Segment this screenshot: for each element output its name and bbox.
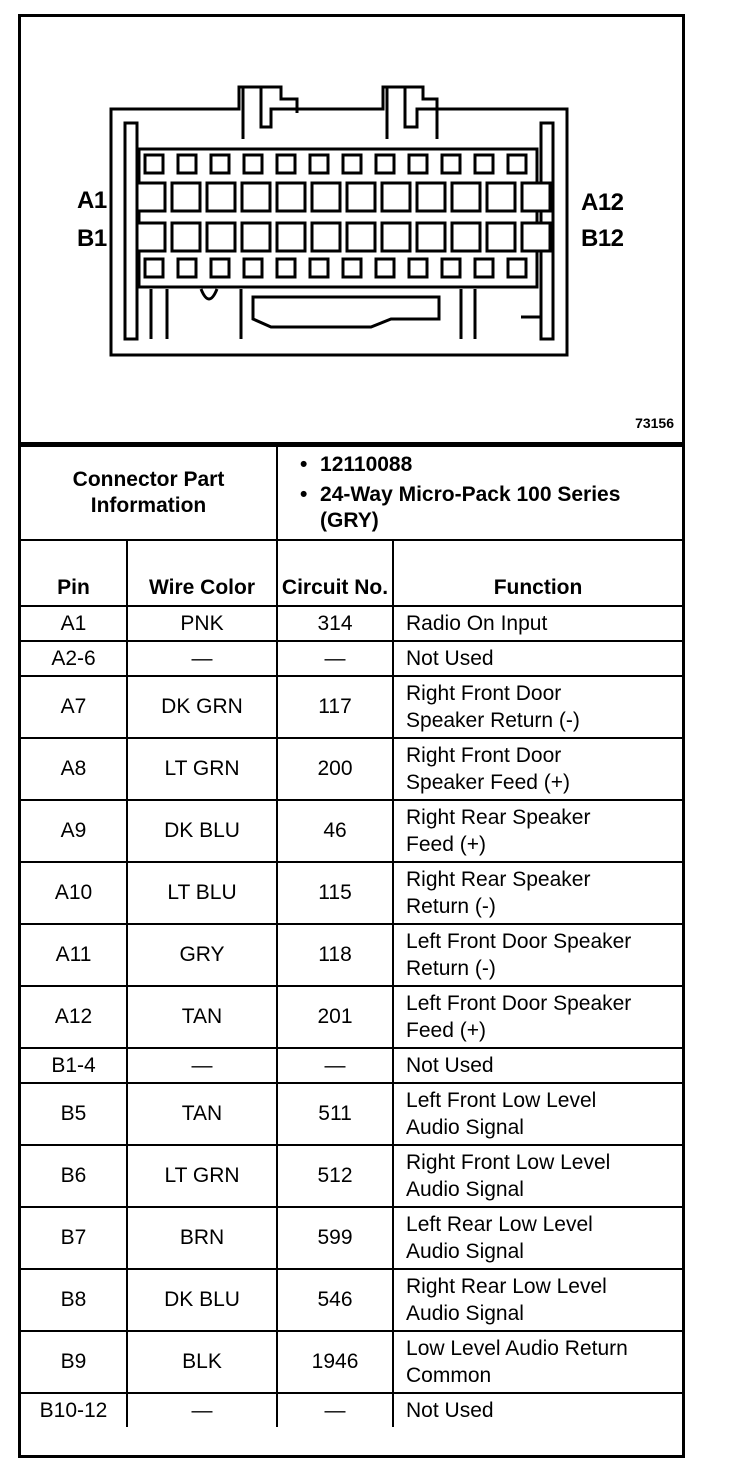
table-row xyxy=(21,738,682,800)
document-frame xyxy=(18,14,685,1458)
table-row xyxy=(21,1393,682,1427)
wire-color-cell: — xyxy=(127,1393,277,1427)
wire-color-cell: DK BLU xyxy=(127,800,277,862)
pin-cell: A11 xyxy=(21,924,127,986)
function-cell: Low Level Audio Return Common xyxy=(393,1331,682,1393)
wire-color-cell: BRN xyxy=(127,1207,277,1269)
circuit-number-cell: — xyxy=(277,1393,393,1427)
table-row xyxy=(21,924,682,986)
table-row xyxy=(21,1083,682,1145)
function-cell: Right Rear Speaker Return (-) xyxy=(393,862,682,924)
circuit-number-cell: — xyxy=(277,1048,393,1083)
function-cell: Left Rear Low Level Audio Signal xyxy=(393,1207,682,1269)
pin-cell: B10-12 xyxy=(21,1393,127,1427)
circuit-number-cell: 546 xyxy=(277,1269,393,1331)
function-cell: Left Front Low Level Audio Signal xyxy=(393,1083,682,1145)
connector-diagram xyxy=(21,17,682,445)
pin-label-b12: B12 xyxy=(581,225,624,252)
connector-part-number: • 12110088 xyxy=(320,452,682,478)
function-cell: Right Front Door Speaker Return (-) xyxy=(393,676,682,738)
function-cell: Left Front Door Speaker Feed (+) xyxy=(393,986,682,1048)
pin-cell: B6 xyxy=(21,1145,127,1207)
wire-color-cell: TAN xyxy=(127,1083,277,1145)
wire-color-cell: — xyxy=(127,1048,277,1083)
function-cell: Not Used xyxy=(393,1048,682,1083)
pin-cell: A8 xyxy=(21,738,127,800)
circuit-number-cell: 599 xyxy=(277,1207,393,1269)
pin-label-b1: B1 xyxy=(77,225,107,252)
circuit-number-cell: 201 xyxy=(277,986,393,1048)
connector-info-row xyxy=(21,446,682,540)
circuit-number-cell: 46 xyxy=(277,800,393,862)
table-row xyxy=(21,1331,682,1393)
table-row xyxy=(21,800,682,862)
connector-pinout-table xyxy=(21,445,682,1427)
header-wire-color: Wire Color xyxy=(127,540,277,606)
wire-color-cell: DK GRN xyxy=(127,676,277,738)
table-row xyxy=(21,1207,682,1269)
table-row xyxy=(21,862,682,924)
pin-rows xyxy=(21,606,682,1427)
header-function: Function xyxy=(393,540,682,606)
function-cell: Not Used xyxy=(393,641,682,676)
pin-label-a12: A12 xyxy=(581,189,624,216)
wire-color-cell: — xyxy=(127,641,277,676)
wire-color-cell: TAN xyxy=(127,986,277,1048)
circuit-number-cell: 200 xyxy=(277,738,393,800)
table-row xyxy=(21,1269,682,1331)
pin-label-a1: A1 xyxy=(77,187,107,214)
pin-cell: A1 xyxy=(21,606,127,641)
pin-cell: B7 xyxy=(21,1207,127,1269)
table-row xyxy=(21,676,682,738)
connector-info-details xyxy=(277,446,682,540)
header-pin: Pin xyxy=(21,540,127,606)
pin-cell: B8 xyxy=(21,1269,127,1331)
table-row xyxy=(21,986,682,1048)
table-row xyxy=(21,1048,682,1083)
connector-description: • 24-Way Micro-Pack 100 Series (GRY) xyxy=(320,482,682,534)
table-row xyxy=(21,641,682,676)
circuit-number-cell: 511 xyxy=(277,1083,393,1145)
pin-cell: A12 xyxy=(21,986,127,1048)
wire-color-cell: LT BLU xyxy=(127,862,277,924)
wire-color-cell: LT GRN xyxy=(127,738,277,800)
table-header-row xyxy=(21,540,682,606)
wire-color-cell: DK BLU xyxy=(127,1269,277,1331)
pin-cell: B1-4 xyxy=(21,1048,127,1083)
connector-info-label xyxy=(21,446,277,540)
function-cell: Right Rear Speaker Feed (+) xyxy=(393,800,682,862)
figure-number: 73156 xyxy=(635,415,674,431)
pin-cell: A10 xyxy=(21,862,127,924)
pin-cell: B5 xyxy=(21,1083,127,1145)
wire-color-cell: GRY xyxy=(127,924,277,986)
circuit-number-cell: 117 xyxy=(277,676,393,738)
pin-cell: A2-6 xyxy=(21,641,127,676)
function-cell: Right Front Low Level Audio Signal xyxy=(393,1145,682,1207)
circuit-number-cell: 115 xyxy=(277,862,393,924)
pin-cell: B9 xyxy=(21,1331,127,1393)
circuit-number-cell: — xyxy=(277,641,393,676)
header-circuit-number: Circuit No. xyxy=(277,540,393,606)
wire-color-cell: BLK xyxy=(127,1331,277,1393)
table-row xyxy=(21,1145,682,1207)
function-cell: Right Front Door Speaker Feed (+) xyxy=(393,738,682,800)
wire-color-cell: LT GRN xyxy=(127,1145,277,1207)
function-cell: Left Front Door Speaker Return (-) xyxy=(393,924,682,986)
circuit-number-cell: 1946 xyxy=(277,1331,393,1393)
function-cell: Radio On Input xyxy=(393,606,682,641)
connector-info-label-text: Connector Part Information xyxy=(72,468,225,517)
function-cell: Not Used xyxy=(393,1393,682,1427)
table-row xyxy=(21,606,682,641)
circuit-number-cell: 512 xyxy=(277,1145,393,1207)
pin-cell: A9 xyxy=(21,800,127,862)
circuit-number-cell: 118 xyxy=(277,924,393,986)
function-cell: Right Rear Low Level Audio Signal xyxy=(393,1269,682,1331)
circuit-number-cell: 314 xyxy=(277,606,393,641)
pin-cell: A7 xyxy=(21,676,127,738)
wire-color-cell: PNK xyxy=(127,606,277,641)
